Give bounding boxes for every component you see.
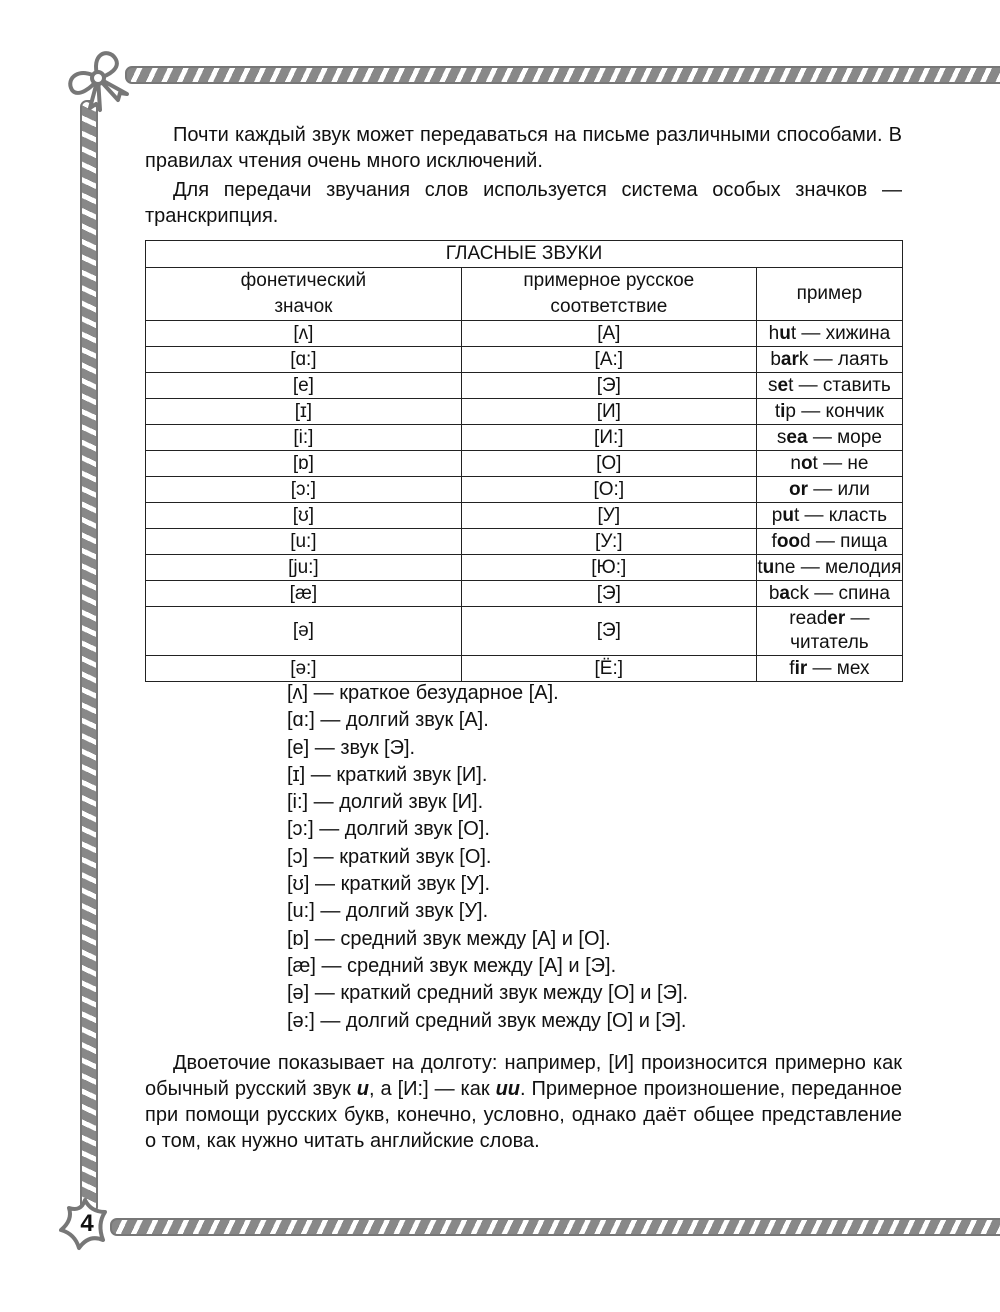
word-part: f: [789, 657, 795, 679]
word-part: t: [793, 504, 800, 526]
note-item: [ɑ:] — долгий звук [А].: [287, 709, 489, 732]
symbol-cell: [ə]: [146, 607, 462, 656]
word-sound: or: [788, 478, 808, 500]
word-sound: er: [827, 608, 846, 629]
note-item: [e] — звук [Э].: [287, 736, 416, 759]
word-sound: ea: [786, 426, 808, 448]
symbol-cell: [ɔ:]: [146, 477, 462, 503]
word-sound: u: [762, 556, 775, 578]
word-part: d: [800, 530, 811, 552]
symbol-cell: [e]: [146, 373, 462, 399]
example-cell: [756, 399, 902, 425]
table-row: [146, 529, 903, 555]
table-row: [146, 425, 903, 451]
word-part: ne: [774, 556, 796, 578]
translation: — класть: [799, 504, 888, 526]
table-row: [146, 503, 903, 529]
outro-emph-1: и: [356, 1078, 369, 1100]
table-row: [146, 321, 903, 347]
russian-cell: [О:]: [461, 477, 756, 503]
rope-border-left: [80, 100, 98, 1214]
russian-cell: [У]: [461, 503, 756, 529]
word-part: t: [774, 400, 781, 422]
example-cell: [756, 656, 902, 682]
translation: — пища: [810, 530, 888, 552]
table-row: [146, 451, 903, 477]
note-item: [u:] — долгий звук [У].: [287, 900, 489, 923]
russian-cell: [Ё:]: [461, 656, 756, 682]
symbol-cell: [ɪ]: [146, 399, 462, 425]
word-part: ck: [789, 582, 809, 604]
example-cell: [756, 451, 902, 477]
translation: — читатель: [790, 608, 870, 653]
intro-paragraph-2: Для передачи звучания слов используется система особых значков — транскрипция.: [145, 179, 902, 227]
notes-list: [287, 680, 688, 1035]
word-part: s: [768, 374, 778, 396]
russian-cell: [А]: [461, 321, 756, 347]
symbol-cell: [ʊ]: [146, 503, 462, 529]
outro-paragraph: [145, 1050, 902, 1154]
translation: — хижина: [796, 322, 891, 344]
symbol-cell: [ə:]: [146, 656, 462, 682]
word-part: k: [798, 348, 809, 370]
translation: — мех: [807, 657, 870, 679]
translation: — или: [807, 478, 870, 500]
header-example: пример: [756, 268, 902, 321]
translation: — море: [807, 426, 882, 448]
note-item: [ʌ] — краткое безударное [А].: [287, 682, 559, 704]
note-item: [ʊ] — краткий звук [У].: [287, 873, 490, 896]
note-item: [ɪ] — краткий звук [И].: [287, 763, 488, 786]
page-number: 4: [80, 1210, 94, 1237]
word-part: t: [812, 452, 818, 474]
example-cell: [756, 529, 902, 555]
word-sound: ar: [780, 348, 799, 370]
table-row: [146, 477, 903, 503]
russian-cell: [У:]: [461, 529, 756, 555]
word-part: p: [771, 504, 783, 526]
russian-cell: [И]: [461, 399, 756, 425]
outro-text: . Примерное произношение, переданное при помощи русских букв, конечно, условно, однако даёт общее представление о том, как нужно читать английские слова.: [145, 1078, 902, 1152]
word-sound: ir: [794, 657, 808, 679]
word-part: n: [790, 452, 801, 474]
note-item: [ɒ] — средний звук между [А] и [О].: [287, 927, 611, 950]
symbol-cell: [i:]: [146, 425, 462, 451]
russian-cell: [Э]: [461, 373, 756, 399]
example-cell: [756, 373, 902, 399]
word-part: h: [768, 322, 780, 344]
word-part: t: [790, 322, 797, 344]
note-item: [æ] — средний звук между [А] и [Э].: [287, 954, 617, 977]
translation: — лаять: [808, 348, 889, 370]
word-part: f: [771, 530, 777, 552]
word-sound: e: [777, 374, 789, 396]
example-cell: [756, 477, 902, 503]
note-item: [ɔ:] — долгий звук [О].: [287, 818, 490, 841]
example-cell: [756, 607, 902, 656]
table-row: [146, 555, 903, 581]
symbol-cell: [ɒ]: [146, 451, 462, 477]
symbol-cell: [ju:]: [146, 555, 462, 581]
example-cell: [756, 425, 902, 451]
note-item: [ɔ] — краткий звук [О].: [287, 845, 492, 868]
outro-text: Двоеточие показывает на долготу: например, [И] произносится примерно как обычный русский звук: [145, 1052, 902, 1100]
translation: — спина: [808, 582, 890, 604]
russian-cell: [Э]: [461, 607, 756, 656]
translation: — не: [817, 452, 869, 474]
header-symbol: фонетический значок: [146, 268, 462, 321]
example-cell: [756, 347, 902, 373]
word-sound: u: [782, 504, 794, 526]
rope-border-top: [125, 66, 1000, 84]
word-sound: o: [800, 452, 813, 474]
word-sound: oo: [776, 530, 801, 552]
russian-cell: [О]: [461, 451, 756, 477]
intro-text: [145, 122, 902, 229]
table-row: [146, 607, 903, 656]
symbol-cell: [æ]: [146, 581, 462, 607]
example-cell: [756, 321, 902, 347]
word-sound: i: [780, 400, 786, 422]
bow-icon: [60, 48, 140, 118]
table-row: [146, 399, 903, 425]
outro-text: , а [И:] — как: [368, 1078, 496, 1100]
word-sound: u: [779, 322, 791, 344]
russian-cell: [А:]: [461, 347, 756, 373]
example-cell: [756, 581, 902, 607]
word-part: s: [776, 426, 787, 448]
word-sound: a: [779, 582, 790, 604]
example-cell: [756, 503, 902, 529]
symbol-cell: [u:]: [146, 529, 462, 555]
symbol-cell: [ɑ:]: [146, 347, 462, 373]
russian-cell: [Э]: [461, 581, 756, 607]
word-part: t: [757, 556, 763, 578]
word-part: p: [785, 400, 796, 422]
table-row: [146, 373, 903, 399]
table-title: ГЛАСНЫЕ ЗВУКИ: [146, 241, 903, 268]
example-cell: [756, 555, 902, 581]
table-row: [146, 656, 903, 682]
note-item: [ə:] — долгий средний звук между [О] и [Э].: [287, 1009, 687, 1032]
rope-border-bottom: [110, 1218, 1000, 1236]
translation: — мелодия: [795, 556, 902, 578]
word-part: t: [788, 374, 794, 396]
outro-emph-2: ии: [495, 1078, 521, 1100]
note-item: [i:] — долгий звук [И].: [287, 791, 484, 814]
word-part: b: [770, 348, 781, 370]
table-row: [146, 581, 903, 607]
translation: — ставить: [793, 374, 891, 396]
symbol-cell: [ʌ]: [146, 321, 462, 347]
russian-cell: [И:]: [461, 425, 756, 451]
russian-cell: [Ю:]: [461, 555, 756, 581]
word-part: read: [789, 608, 828, 629]
translation: — кончик: [795, 400, 884, 422]
table-row: [146, 347, 903, 373]
header-russian: примерное русское соответствие: [461, 268, 756, 321]
word-part: b: [768, 582, 780, 604]
note-item: [ə] — краткий средний звук между [О] и [Э].: [287, 982, 689, 1005]
vowels-table: [145, 240, 903, 682]
intro-paragraph-1: Почти каждый звук может передаваться на письме различными способами. В правилах чтения очень много исключений.: [145, 124, 902, 172]
